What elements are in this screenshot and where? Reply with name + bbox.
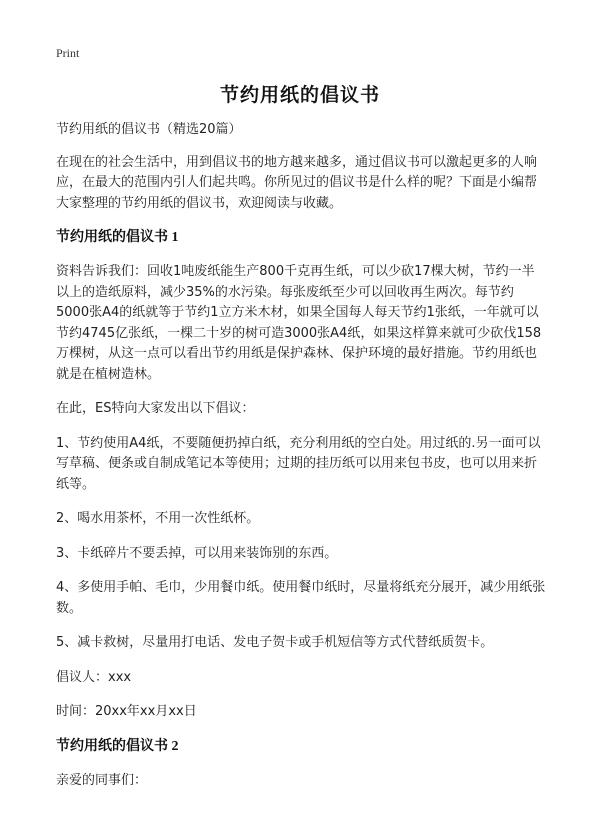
greeting-line: 亲爱的同事们： bbox=[56, 772, 148, 788]
facts-paragraph: 资料告诉我们：回收1吨废纸能生产800千克再生纸，可以少砍17棵大树，节约一半以上的造纸原料，减少35%的水污染。每张废纸至少可以回收再生两次。每节约5000张A4的纸就等于节约1立方米木材，如果全国每人每天节约1张纸，一年就可以节约4745亿张纸，一棵二十岁的树可造3000张A4纸，如果这样算来就可少砍伐158万棵树，从这一点可以看出节约用纸是保护森林、保护环境的最好措施。节约用纸也就是在植树造林。 bbox=[56, 264, 542, 382]
proposer-line: 倡议人：xxx bbox=[56, 669, 132, 685]
print-label: Print bbox=[56, 46, 80, 60]
document-subtitle: 节约用纸的倡议书（精选20篇） bbox=[56, 122, 242, 137]
proposal-item-3: 3、卡纸碎片不要丢掉，可以用来装饰别的东西。 bbox=[56, 545, 338, 561]
date-line: 时间：20xx年xx月xx日 bbox=[56, 704, 197, 719]
intro-paragraph: 在现在的社会生活中，用到倡议书的地方越来越多，通过倡议书可以激起更多的人响应，在最大的范围内引人们起共鸣。你所见过的倡议书是什么样的呢？下面是小编帮大家整理的节约用纸的倡议书，欢迎阅读与收藏。 bbox=[56, 154, 538, 211]
proposal-item-4: 4、多使用手帕、毛巾，少用餐巾纸。使用餐巾纸时，尽量将纸充分展开，减少用纸张数。 bbox=[56, 580, 546, 616]
proposal-item-2: 2、喝水用茶杯，不用一次性纸杯。 bbox=[56, 511, 260, 526]
proposal-item-1: 1、节约使用A4纸，不要随便扔掉白纸，充分利用纸的空白处。用过纸的.另一面可以写草稿、便条或自制成笔记本等使用；过期的挂历纸可以用来包书皮，也可以用来折纸等。 bbox=[56, 435, 541, 492]
section-heading-1: 节约用纸的倡议书 1 bbox=[56, 230, 179, 245]
section-heading-2: 节约用纸的倡议书 2 bbox=[56, 738, 179, 754]
document-body bbox=[56, 120, 546, 805]
proposal-item-5: 5、减卡救树，尽量用打电话、发电子贺卡或手机短信等方式代替纸质贺卡。 bbox=[56, 635, 494, 650]
call-paragraph: 在此，ES特向大家发出以下倡议： bbox=[56, 401, 255, 416]
page-title: 节约用纸的倡议书 bbox=[219, 84, 380, 106]
